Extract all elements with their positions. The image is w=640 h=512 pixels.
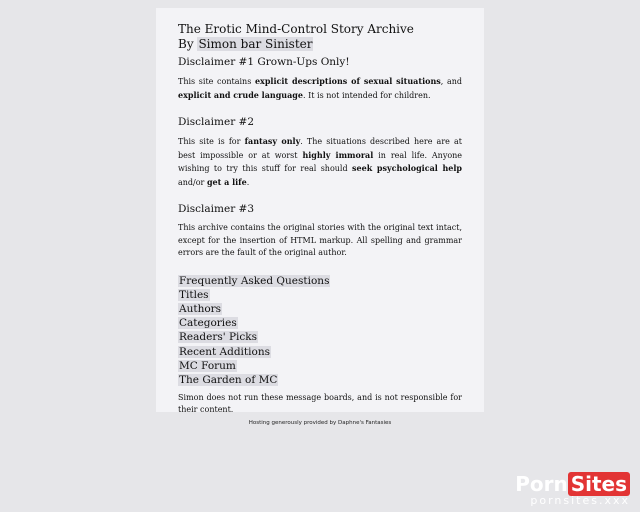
disclaimer-1-heading: Disclaimer #1 Grown-Ups Only! — [178, 56, 350, 68]
nav-item-titles — [178, 288, 462, 302]
nav-item-authors — [178, 302, 462, 316]
nav-link-garden-of-mc[interactable]: The Garden of MC — [179, 373, 278, 386]
watermark-wordmark: Porn Sites — [515, 472, 630, 496]
nav-list — [178, 274, 462, 388]
nav-item-faq — [178, 274, 462, 288]
nav-item-recent-additions — [178, 345, 462, 359]
page-title: The Erotic Mind-Control Story Archive — [178, 22, 414, 36]
disclaimer-2-heading: Disclaimer #2 — [178, 116, 255, 128]
watermark-logo — [515, 472, 630, 507]
forum-note: Simon does not run these message boards, and is not responsible for their content. — [178, 393, 462, 414]
hosting-footer: Hosting generously provided by Daphne's Fantasies — [248, 420, 392, 426]
nav-link-categories[interactable]: Categories — [179, 317, 237, 330]
author-link[interactable]: Simon bar Sinister — [198, 37, 313, 51]
nav-link-faq[interactable]: Frequently Asked Questions — [179, 274, 330, 287]
byline-prefix: By — [178, 37, 194, 51]
nav-item-categories — [178, 316, 462, 330]
nav-link-recent-additions[interactable]: Recent Additions — [179, 345, 270, 358]
disclaimer-3-heading: Disclaimer #3 — [178, 203, 255, 215]
nav-link-authors[interactable]: Authors — [179, 302, 222, 315]
nav-item-garden-of-mc — [178, 373, 462, 387]
nav-link-readers-picks[interactable]: Readers' Picks — [179, 331, 258, 344]
disclaimer-1-text: This site contains explicit descriptions of sexual situations, and explicit and crude language. It is not intended for children. — [178, 76, 462, 100]
nav-link-titles[interactable]: Titles — [179, 288, 209, 301]
disclaimer-2-text: This site is for fantasy only. The situations described here are at best impossible or at worst highly immoral in real life. Anyone wishing to try this stuff for real should seek psychological help and/or get a life. — [178, 136, 463, 187]
content-panel — [156, 8, 484, 412]
nav-item-mc-forum — [178, 359, 462, 373]
nav-item-readers-picks — [178, 330, 462, 344]
watermark-url: pornsites.xxx — [530, 494, 630, 507]
disclaimer-3-text: This archive contains the original stories with the original text intact, except for the insertion of HTML markup. All spelling and grammar errors are the fault of the original author. — [178, 223, 462, 257]
nav-link-mc-forum[interactable]: MC Forum — [179, 359, 236, 372]
byline — [178, 37, 462, 52]
